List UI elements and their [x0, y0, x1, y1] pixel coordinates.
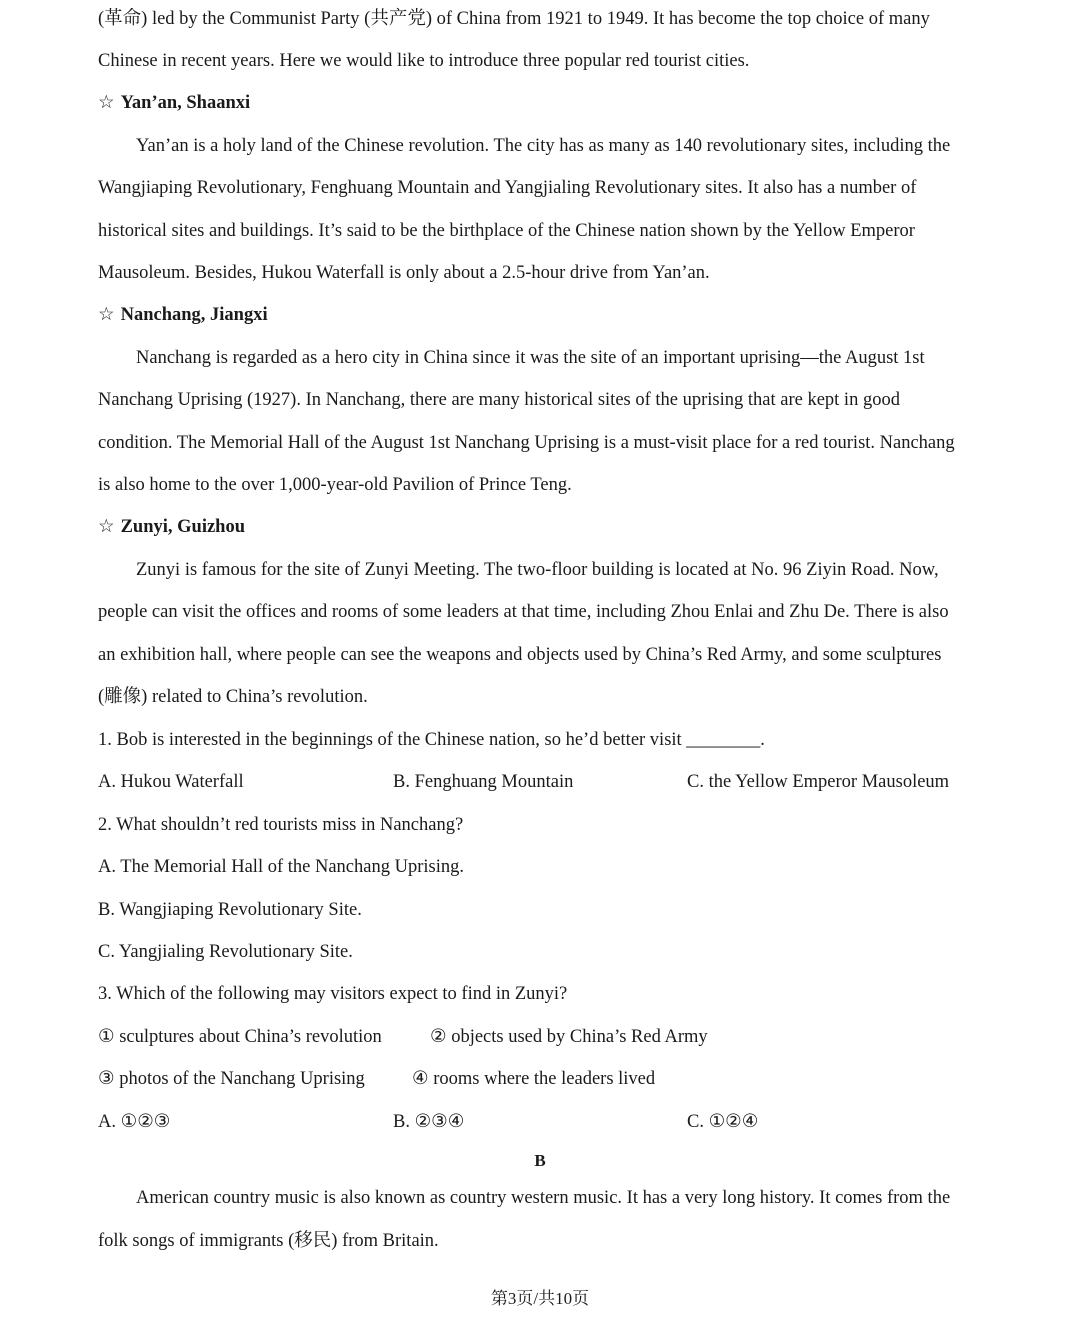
choice-item-2: ② objects used by China’s Red Army	[430, 1027, 708, 1047]
star-icon: ☆	[98, 305, 115, 325]
page-footer: 第3页/共10页	[490, 1289, 590, 1308]
choice-item-3: ③ photos of the Nanchang Uprising	[98, 1069, 365, 1089]
heading-text: Zunyi, Guizhou	[120, 517, 246, 537]
yanan-line-4: Mausoleum. Besides, Hukou Waterfall is only about a 2.5-hour drive from Yan’an.	[98, 263, 710, 283]
option-a: A. The Memorial Hall of the Nanchang Uprising.	[98, 857, 464, 877]
passage-b-line-2: folk songs of immigrants (移民) from Britain.	[98, 1231, 439, 1251]
question-stem: 2. What shouldn’t red tourists miss in Nanchang?	[98, 815, 464, 835]
option-c: C. the Yellow Emperor Mausoleum	[687, 772, 950, 792]
zunyi-line-4: (雕像) related to China’s revolution.	[98, 687, 368, 707]
zunyi-line-3: an exhibition hall, where people can see the weapons and objects used by China’s Red Army, and some sculptures	[98, 645, 942, 665]
zunyi-line-1: Zunyi is famous for the site of Zunyi Meeting. The two-floor building is located at No. 96 Ziyin Road. Now,	[136, 560, 939, 580]
intro-line-1: (革命) led by the Communist Party (共产党) of China from 1921 to 1949. It has become the top choice of many	[98, 9, 930, 29]
star-icon: ☆	[98, 517, 115, 537]
nanchang-line-2: Nanchang Uprising (1927). In Nanchang, there are many historical sites of the uprising that are kept in good	[98, 390, 900, 410]
nanchang-line-4: is also home to the over 1,000-year-old Pavilion of Prince Teng.	[98, 475, 572, 495]
intro-line-2: Chinese in recent years. Here we would like to introduce three popular red tourist cities.	[98, 51, 750, 71]
choice-item-4: ④ rooms where the leaders lived	[412, 1069, 656, 1089]
passage-b-line-1: American country music is also known as country western music. It has a very long history. It comes from the	[136, 1188, 951, 1208]
section-label: B	[534, 1151, 546, 1170]
option-c: C. ①②④	[687, 1112, 759, 1132]
heading-text: Yan’an, Shaanxi	[120, 93, 251, 113]
question-stem: 3. Which of the following may visitors expect to find in Zunyi?	[98, 984, 568, 1004]
heading-text: Nanchang, Jiangxi	[120, 305, 268, 325]
option-b: B. Fenghuang Mountain	[393, 772, 574, 792]
nanchang-line-1: Nanchang is regarded as a hero city in China since it was the site of an important uprising—the August 1st	[136, 348, 925, 368]
zunyi-line-2: people can visit the offices and rooms of some leaders at that time, including Zhou Enlai and Zhu De. There is also	[98, 602, 949, 622]
yanan-line-3: historical sites and buildings. It’s said to be the birthplace of the Chinese nation shown by the Yellow Emperor	[98, 221, 915, 241]
heading-zunyi	[98, 518, 245, 537]
nanchang-line-3: condition. The Memorial Hall of the August 1st Nanchang Uprising is a must-visit place for a red tourist. Nanchang	[98, 433, 955, 453]
option-b: B. ②③④	[393, 1112, 465, 1132]
option-a: A. ①②③	[98, 1112, 171, 1132]
option-a: A. Hukou Waterfall	[98, 772, 244, 792]
yanan-line-2: Wangjiaping Revolutionary, Fenghuang Mountain and Yangjialing Revolutionary sites. It also has a number of	[98, 178, 917, 198]
heading-nanchang	[98, 306, 268, 325]
yanan-line-1: Yan’an is a holy land of the Chinese revolution. The city has as many as 140 revolutionary sites, including the	[136, 136, 951, 156]
option-c: C. Yangjialing Revolutionary Site.	[98, 942, 353, 962]
heading-yanan	[98, 94, 250, 113]
question-stem: 1. Bob is interested in the beginnings of the Chinese nation, so he’d better visit ________.	[98, 730, 765, 750]
choice-item-1: ① sculptures about China’s revolution	[98, 1027, 382, 1047]
option-b: B. Wangjiaping Revolutionary Site.	[98, 900, 362, 920]
star-icon: ☆	[98, 93, 115, 113]
